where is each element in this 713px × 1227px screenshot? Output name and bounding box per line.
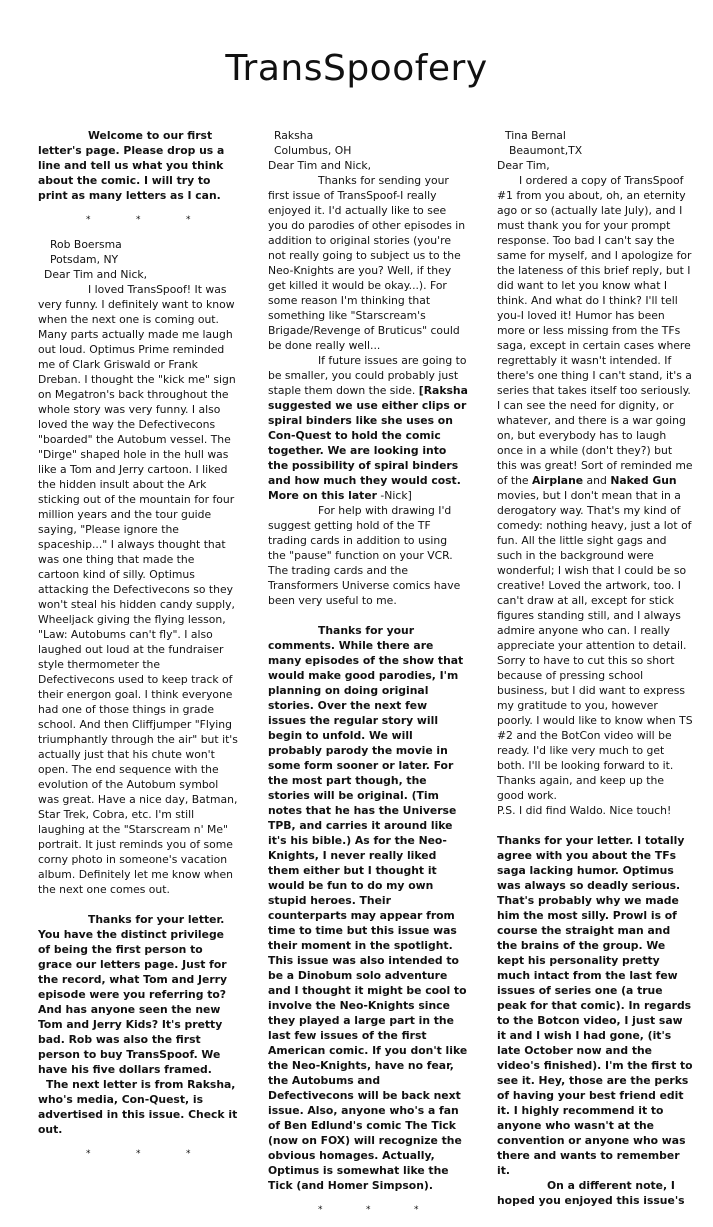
letter-greeting: Dear Tim, bbox=[497, 159, 550, 172]
divider-star: * bbox=[86, 215, 91, 225]
letter-author-city: Beaumont,TX bbox=[509, 144, 583, 157]
editor-signature: -Nick] bbox=[380, 489, 412, 502]
editor-reply: Thanks for your letter. You have the distinct privilege of being the first person to grace our letters page. Just for the record, what Tom and Jerry episode were you referring to? And has anyone seen the new Tom and Jerry Kids? It's pretty bad. Rob was also the first person to buy TransSpoof. We have his five dollars framed. bbox=[38, 913, 228, 1076]
divider-star: * bbox=[186, 1149, 191, 1159]
page-title: TransSpoofery bbox=[225, 48, 488, 89]
divider-star: * bbox=[136, 1149, 141, 1159]
divider-star: * bbox=[136, 215, 141, 225]
letter-author-name: Tina Bernal bbox=[505, 129, 566, 142]
editor-note: The next letter is from Raksha, who's media, Con-Quest, is advertised in this issue. Check it out. bbox=[38, 1078, 238, 1136]
letter-text: If future issues are going to be smaller, you could probably just staple them down the side. bbox=[268, 354, 467, 397]
letter-body bbox=[268, 353, 468, 503]
letter-text: movies, but I don't mean that in a derogatory way. That's my kind of comedy: nothing heavy, just a lot of fun. All the little sight gags and such in the background were wonderful; I wish that I could be so creative! Loved the artwork, too. I can't draw at all, except for stick figures standing still, and I always admire anyone who can. I really appreciate your attention to detail. Sorry to have to cut this so short because of pressing school business, but I did want to express my gratitude to you, however poorly. I would like to know when TS #2 and the BotCon video will be ready. I'd like very much to get both. I'll be looking forward to it. Thanks again, and keep up the good work. bbox=[497, 489, 693, 802]
letter-author-name: Rob Boersma bbox=[50, 238, 122, 251]
section-divider bbox=[38, 203, 238, 237]
divider-star: * bbox=[366, 1205, 371, 1215]
column-1 bbox=[38, 128, 238, 1171]
movie-title: Airplane bbox=[532, 474, 584, 487]
letter-body: I loved TransSpoof! It was very funny. I definitely want to know when the next one is coming out. Many parts actually made me laugh out loud. Optimus Prime reminded me of Clark Griswald or Frank Dreban. I thought the "kick me" sign on Megatron's back throughout the whole story was very funny. I also loved the way the Defectivecons "boarded" the Autobum vessel. The "Dirge" shaped hole in the hull was like a Tom and Jerry cartoon. I liked the hidden insult about the Ark sticking out of the mountain for four million years and the tour guide saying, "Please ignore the spaceship..." I always thought that was one thing that made the cartoon kind of silly. Optimus attacking the Defectivecons so they won't steal his hidden candy supply, Wheeljack giving the flying lesson, "Law: Autobums can't fly". I also laughed out loud at the fundraiser style thermometer the Defectivecons used to keep track of their energon goal. I think everyone had one of those things in grade school. And then Cliffjumper "Flying triumphantly through the air" but it's actually just that his chute won't open. The end sequence with the evolution of the Autobum symbol was great. Have a nice day, Batman, Star Trek, Cobra, etc. I'm still laughing at the "Starscream n' Me" portrait. It just reminds you of some corny photo in someone's vacation album. Definitely let me know when the next one comes out. bbox=[38, 283, 238, 896]
divider-star: * bbox=[414, 1205, 419, 1215]
letter-author-city: Potsdam, NY bbox=[50, 253, 119, 266]
section-divider bbox=[38, 1137, 238, 1171]
letter-greeting: Dear Tim and Nick, bbox=[268, 159, 372, 172]
divider-star: * bbox=[86, 1149, 91, 1159]
movie-title: Naked Gun bbox=[610, 474, 677, 487]
letter-body: For help with drawing I'd suggest getting hold of the TF trading cards in addition to using the "pause" function on your VCR. The trading cards and the Transformers Universe comics have been very useful to me. bbox=[268, 504, 461, 607]
letter-body bbox=[497, 173, 693, 803]
editor-intro: Welcome to our first letter's page. Please drop us a line and tell us what you think about the comic. I will try to print as many letters as I can. bbox=[38, 129, 225, 202]
section-divider bbox=[268, 1193, 468, 1227]
editor-insert: [Raksha suggested we use either clips or spiral binders like she uses on Con-Quest to hold the comic together. We are looking into the possibility of spiral binders and how much they would cost. More on this later bbox=[268, 384, 468, 502]
divider-star: * bbox=[186, 215, 191, 225]
letter-text: I ordered a copy of TransSpoof #1 from you about, oh, an eternity ago or so (actually late July), and I must thank you for your prompt response. Too bad I can't say the same for myself, and I apologize for the lateness of this brief reply, but I did want to let you know what I think. And what do I think? I'll tell you-I loved it! Humor has been more or less missing from the TFs saga, except in certain cases where regrettably it wasn't intended. If there's one thing I can't stand, it's a series that takes itself too seriously. I can see the need for dignity, or whatever, and there is a war going on, but everybody has to laugh once in a while (don't they?) but this was great! Sort of reminded me of the bbox=[497, 174, 693, 487]
letter-body: Thanks for sending your first issue of TransSpoof-I really enjoyed it. I'd actually like to see you do parodies of other episodes in addition to original stories (you're not really going to subject us to the Neo-Knights are you? Well, if they get killed it would be okay...). For some reason I'm thinking that something like "Starscream's Brigade/Revenge of Bruticus" could be done really well... bbox=[268, 174, 466, 352]
editor-closing: On a different note, I hoped you enjoyed this issue's bbox=[497, 1179, 685, 1207]
letter-postscript: P.S. I did find Waldo. Nice touch! bbox=[497, 804, 672, 817]
editor-reply: Thanks for your comments. While there are many episodes of the show that would make good parodies, I'm planning on doing original stories. Over the next few issues the regular story will begin to unfold. We will probably parody the movie in some form sooner or later. For the most part though, the stories will be original. (Tim notes that he has the Universe TPB, and carries it around like it's his bible.) As for the Neo-Knights, I never really liked them either but I thought it would be fun to do my own stupid heroes. Their counterparts may appear from time to time but this issue was their moment in the spotlight. This issue was also intended to be a Dinobum solo adventure and I thought it might be cool to involve the Neo-Knights since they played a large part in the last few issues of the first American comic. If you don't like the Neo-Knights, have no fear, the Autobums and Defectivecons will be back next issue. Also, anyone who's a fan of Ben Edlund's comic The Tick (now on FOX) will recognize the obvious homages. Actually, Optimus is somewhat like the Tick (and Homer Simpson). bbox=[268, 624, 468, 1192]
letter-author-city: Columbus, OH bbox=[274, 144, 352, 157]
divider-star: * bbox=[318, 1205, 323, 1215]
column-2 bbox=[268, 128, 468, 1227]
letter-author-name: Raksha bbox=[274, 129, 314, 142]
letter-text: and bbox=[586, 474, 607, 487]
editor-reply: Thanks for your letter. I totally agree with you about the TFs saga lacking humor. Optimus was always so deadly serious. That's probably why we made him the most silly. Prowl is of course the straight man and the brains of the group. We kept his personality pretty much intact from the last few issues of series one (a true peak for that comic). In regards to the Botcon video, I just saw it and I wish I had gone, (it's late October now and the video's finished). I'm the first to see it. Hey, those are the perks of having your best friend edit it. I highly recommend it to anyone who wasn't at the convention or anyone who was there and wants to remember it. bbox=[497, 834, 693, 1177]
letter-greeting: Dear Tim and Nick, bbox=[44, 268, 148, 281]
column-3 bbox=[497, 128, 693, 1208]
